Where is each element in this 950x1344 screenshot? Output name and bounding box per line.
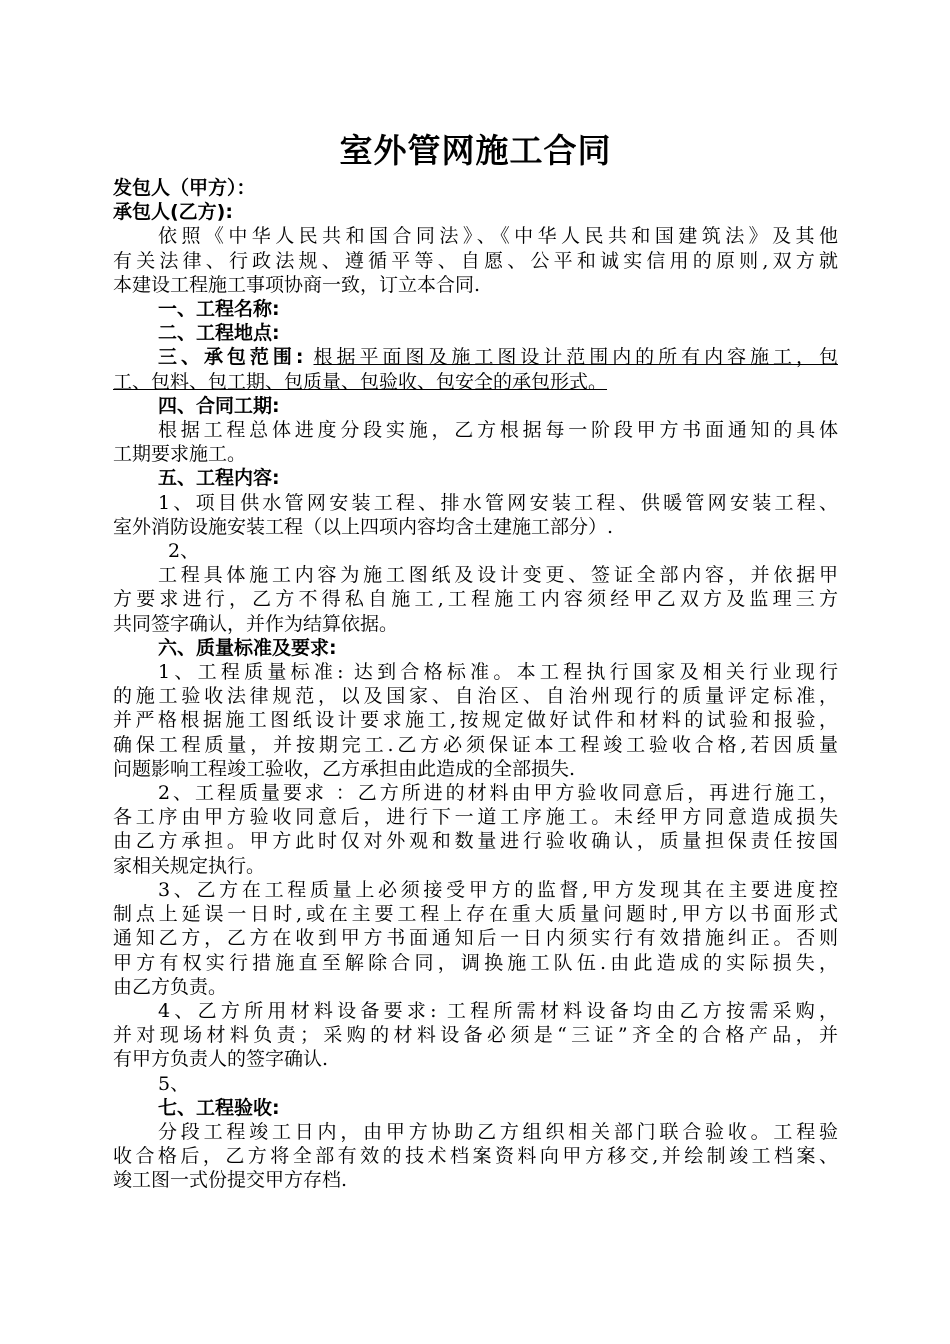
quality-item-5-number: 5、	[158, 1072, 190, 1095]
party-b-label: 承包人(乙方):	[113, 201, 233, 224]
acceptance-line: 分段工程竣工日内，由甲方协助乙方组织相关部门联合验收。工程验	[158, 1120, 838, 1143]
scope-text: 工、包料、包工期、包质量、包验收、包安全的承包形式。	[113, 370, 608, 393]
section-heading-project-location: 二、工程地点:	[158, 322, 280, 345]
quality-item-3-line: 通知乙方，乙方在收到甲方书面通知后一日内须实行有效措施纠正。否则	[113, 927, 838, 950]
quality-item-2-line: 家相关规定执行。	[113, 854, 266, 877]
section-heading-quality: 六、质量标准及要求:	[158, 636, 337, 659]
intro-line: 有关法律、行政法规、遵循平等、自愿、公平和诚实信用的原则,双方就	[113, 249, 838, 272]
party-a-label: 发包人（甲方）：	[113, 177, 256, 199]
contract-page	[113, 128, 838, 1193]
period-line: 根据工程总体进度分段实施，乙方根据每一阶段甲方书面通知的具体	[158, 419, 838, 442]
content-item-2-line: 共同签字确认，并作为结算依据。	[113, 612, 399, 635]
acceptance-line: 竣工图一式份提交甲方存档.	[113, 1169, 348, 1192]
quality-item-2-line: 由乙方承担。甲方此时仅对外观和数量进行验收确认，质量担保责任按国	[113, 830, 838, 853]
content-item-1-line: 室外消防设施安装工程（以上四项内容均含土建施工部分）.	[113, 515, 614, 538]
section-heading-period: 四、合同工期:	[158, 394, 280, 417]
section-scope-line	[113, 370, 838, 394]
quality-item-4-line: 并对现场材料负责；采购的材料设备必须是“三证”齐全的合格产品，并	[113, 1024, 838, 1047]
quality-item-1-line: 并严格根据施工图纸设计要求施工,按规定做好试件和材料的试验和报验，	[113, 709, 838, 732]
quality-item-2-line: 2、工程质量要求 ：乙方所进的材料由甲方验收同意后，再进行施工，	[158, 782, 838, 805]
section-heading-content: 五、工程内容:	[158, 467, 280, 490]
content-item-2-line: 工程具体施工内容为施工图纸及设计变更、签证全部内容，并依据甲	[158, 564, 838, 587]
page-title: 室外管网施工合同	[339, 131, 612, 170]
quality-item-2-line: 各工序由甲方验收同意后，进行下一道工序施工。未经甲方同意造成损失	[113, 806, 838, 829]
quality-item-1-line: 确保工程质量，并按期完工.乙方必须保证本工程竣工验收合格,若因质量	[113, 733, 838, 756]
quality-item-3-line: 制点上延误一日时,或在主要工程上存在重大质量问题时,甲方以书面形式	[113, 903, 838, 926]
content-item-2-number: 2、	[168, 540, 200, 563]
quality-item-4-line: 有甲方负责人的签字确认.	[113, 1048, 329, 1071]
section-heading-scope: 三、承包范围:	[158, 346, 304, 369]
quality-item-1-line: 的施工验收法律规范，以及国家、自治区、自治州现行的质量评定标准，	[113, 685, 838, 708]
content-item-1-line: 1、项目供水管网安装工程、排水管网安装工程、供暖管网安装工程、	[158, 491, 838, 514]
quality-item-1-line: 1、工程质量标准: 达到合格标准。本工程执行国家及相关行业现行	[158, 661, 838, 684]
quality-item-3-line: 甲方有权实行措施直至解除合同，调换施工队伍.由此造成的实际损失，	[113, 951, 838, 974]
section-heading-project-name: 一、工程名称:	[158, 298, 280, 321]
scope-text: 根据平面图及施工图设计范围内的所有内容施工，包	[313, 346, 838, 369]
quality-item-1-line: 问题影响工程竣工验收，乙方承担由此造成的全部损失.	[113, 757, 576, 780]
section-heading-acceptance: 七、工程验收:	[158, 1096, 280, 1119]
quality-item-3-line: 由乙方负责。	[113, 975, 228, 998]
quality-item-4-line: 4、乙方所用材料设备要求: 工程所需材料设备均由乙方按需采购，	[158, 999, 838, 1022]
content-item-2-line: 方要求进行，乙方不得私自施工,工程施工内容须经甲乙双方及监理三方	[113, 588, 838, 611]
period-line: 工期要求施工。	[113, 443, 247, 466]
section-scope-line	[113, 345, 838, 369]
intro-line: 本建设工程施工事项协商一致，订立本合同.	[113, 273, 481, 296]
acceptance-line: 收合格后，乙方将全部有效的技术档案资料向甲方移交,并绘制竣工档案、	[113, 1145, 838, 1168]
intro-line: 依照《中华人民共和国合同法》、《中华人民共和国建筑法》及其他	[158, 225, 838, 248]
quality-item-3-line: 3、乙方在工程质量上必须接受甲方的监督,甲方发现其在主要进度控	[158, 878, 838, 901]
